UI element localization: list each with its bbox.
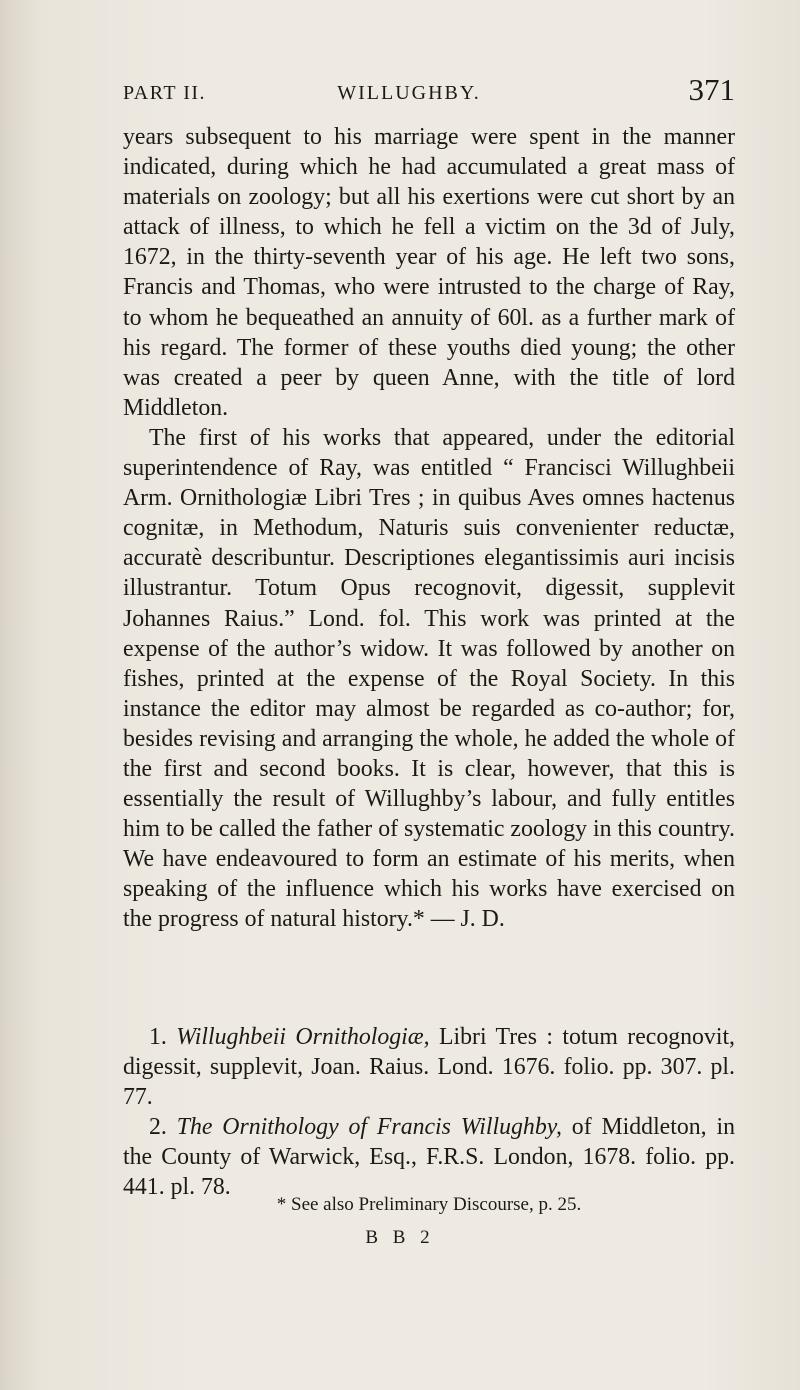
reference-details: Libri Tres : totum recognovit, digessit, supplevit, Joan. Raius. Lond. 1676. folio. pp. 307. pl. 77.: [123, 1024, 736, 1110]
footnote: * See also Preliminary Discourse, p. 25.: [276, 1194, 582, 1215]
reference-item: [123, 1022, 735, 1112]
reference-number: 2.: [149, 1114, 167, 1140]
reference-number: 1.: [149, 1024, 167, 1050]
reference-list: [123, 1022, 735, 1202]
reference-title: The Ornithology of Francis Willughby,: [176, 1114, 562, 1140]
signature-mark: B B 2: [365, 1227, 435, 1248]
chapter-title: WILLUGHBY.: [337, 82, 481, 104]
reference-details: of Middleton, in the County of Warwick, Esq., F.R.S. London, 1678. folio. pp. 441. pl. 78.: [123, 1114, 735, 1200]
reference-item: [123, 1112, 735, 1202]
running-head: [123, 72, 735, 112]
part-label: PART II.: [123, 82, 207, 104]
main-text: [123, 122, 735, 935]
paragraph-2: The first of his works that appeared, under the editorial superintendence of Ray, was entitled “ Francisci Willughbeii Arm. Ornithologiæ Libri Tres ; in quibus Aves omnes hactenus cognitæ, in Methodum, Naturis suis convenienter reductæ, accuratè describuntur. Descriptiones elegantissimis auri incisis illustrantur. Totum Opus recognovit, digessit, supplevit Johannes Raius.” Lond. fol. This work was printed at the expense of the author’s widow. It was followed by another on fishes, printed at the expense of the Royal Society. In this instance the editor may almost be regarded as co-author; for, besides revising and arranging the whole, he added the whole of the first and second books. It is clear, however, that this is essentially the result of Willughby’s labour, and fully entitles him to be called the father of systematic zoology in this country. We have endeavoured to form an estimate of his merits, when speaking of the influence which his works have exercised on the progress of natural history.* — J. D.: [123, 424, 735, 933]
page-number: 371: [688, 72, 735, 107]
reference-title: Willughbeii Ornithologiæ,: [176, 1024, 430, 1050]
paragraph-1: years subsequent to his marriage were spent in the manner indicated, during which he had accumulated a great mass of materials on zoology; but all his exertions were cut short by an attack of illness, to which he fell a victim on the 3d of July, 1672, in the thirty-seventh year of his age. He left two sons, Francis and Thomas, who were intrusted to the charge of Ray, to whom he bequeathed an annuity of 60l. as a further mark of his regard. The former of these youths died young; the other was created a peer by queen Anne, with the title of lord Middleton.: [123, 124, 735, 421]
